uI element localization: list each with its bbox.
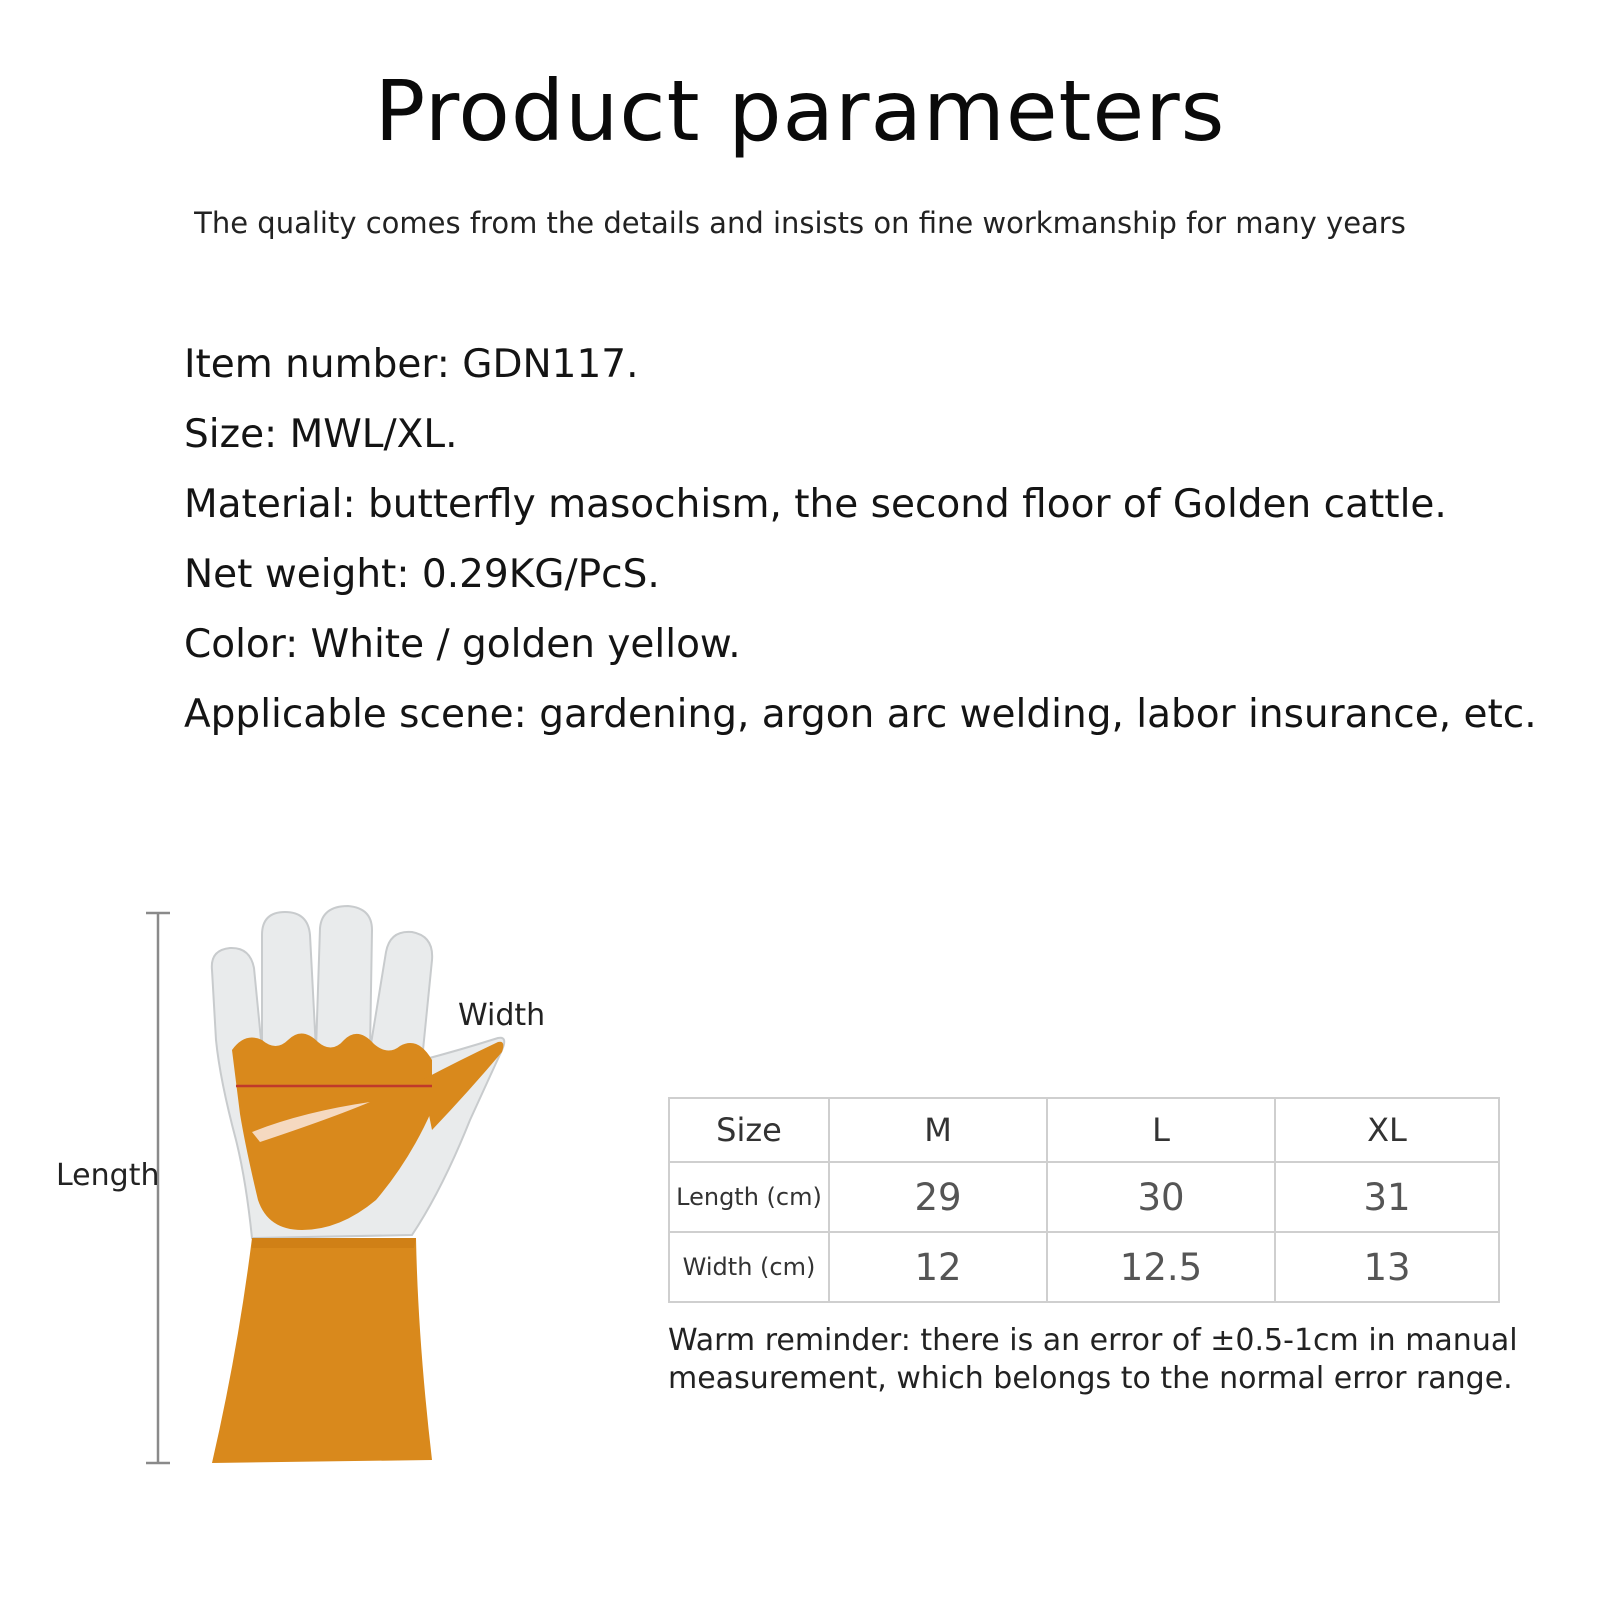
glove-illustration [40, 900, 600, 1500]
header-size: Size [669, 1098, 829, 1162]
header-l: L [1047, 1098, 1275, 1162]
cell-length-m: 29 [829, 1162, 1047, 1232]
row-label-width: Width (cm) [669, 1232, 829, 1302]
width-label: Width [458, 998, 546, 1033]
param-applicable-scene: Applicable scene: gardening, argon arc welding, labor insurance, etc. [184, 692, 1537, 737]
param-size: Size: MWL/XL. [184, 412, 458, 457]
warm-reminder-note: Warm reminder: there is an error of ±0.5-1cm in manual measurement, which belongs to the normal error range. [668, 1323, 1518, 1396]
glove-measurement-figure [40, 900, 600, 1500]
table-row-width [669, 1232, 1499, 1302]
page-title: Product parameters [374, 62, 1226, 160]
cell-width-m: 12 [829, 1232, 1047, 1302]
param-net-weight: Net weight: 0.29KG/PcS. [184, 552, 660, 597]
glove-icon [212, 906, 504, 1463]
parameter-list [184, 330, 1584, 750]
cell-width-l: 12.5 [1047, 1232, 1275, 1302]
param-color: Color: White / golden yellow. [184, 622, 741, 667]
table-row-length [669, 1162, 1499, 1232]
size-table [668, 1097, 1500, 1303]
row-label-length: Length (cm) [669, 1162, 829, 1232]
cell-length-l: 30 [1047, 1162, 1275, 1232]
cell-length-xl: 31 [1275, 1162, 1499, 1232]
length-label: Length [56, 1158, 160, 1193]
cell-width-xl: 13 [1275, 1232, 1499, 1302]
table-header-row [669, 1098, 1499, 1162]
header-xl: XL [1275, 1098, 1499, 1162]
param-material: Material: butterfly masochism, the second floor of Golden cattle. [184, 482, 1447, 527]
page-subtitle: The quality comes from the details and insists on fine workmanship for many years [194, 206, 1406, 240]
header-m: M [829, 1098, 1047, 1162]
param-item-number: Item number: GDN117. [184, 342, 639, 387]
